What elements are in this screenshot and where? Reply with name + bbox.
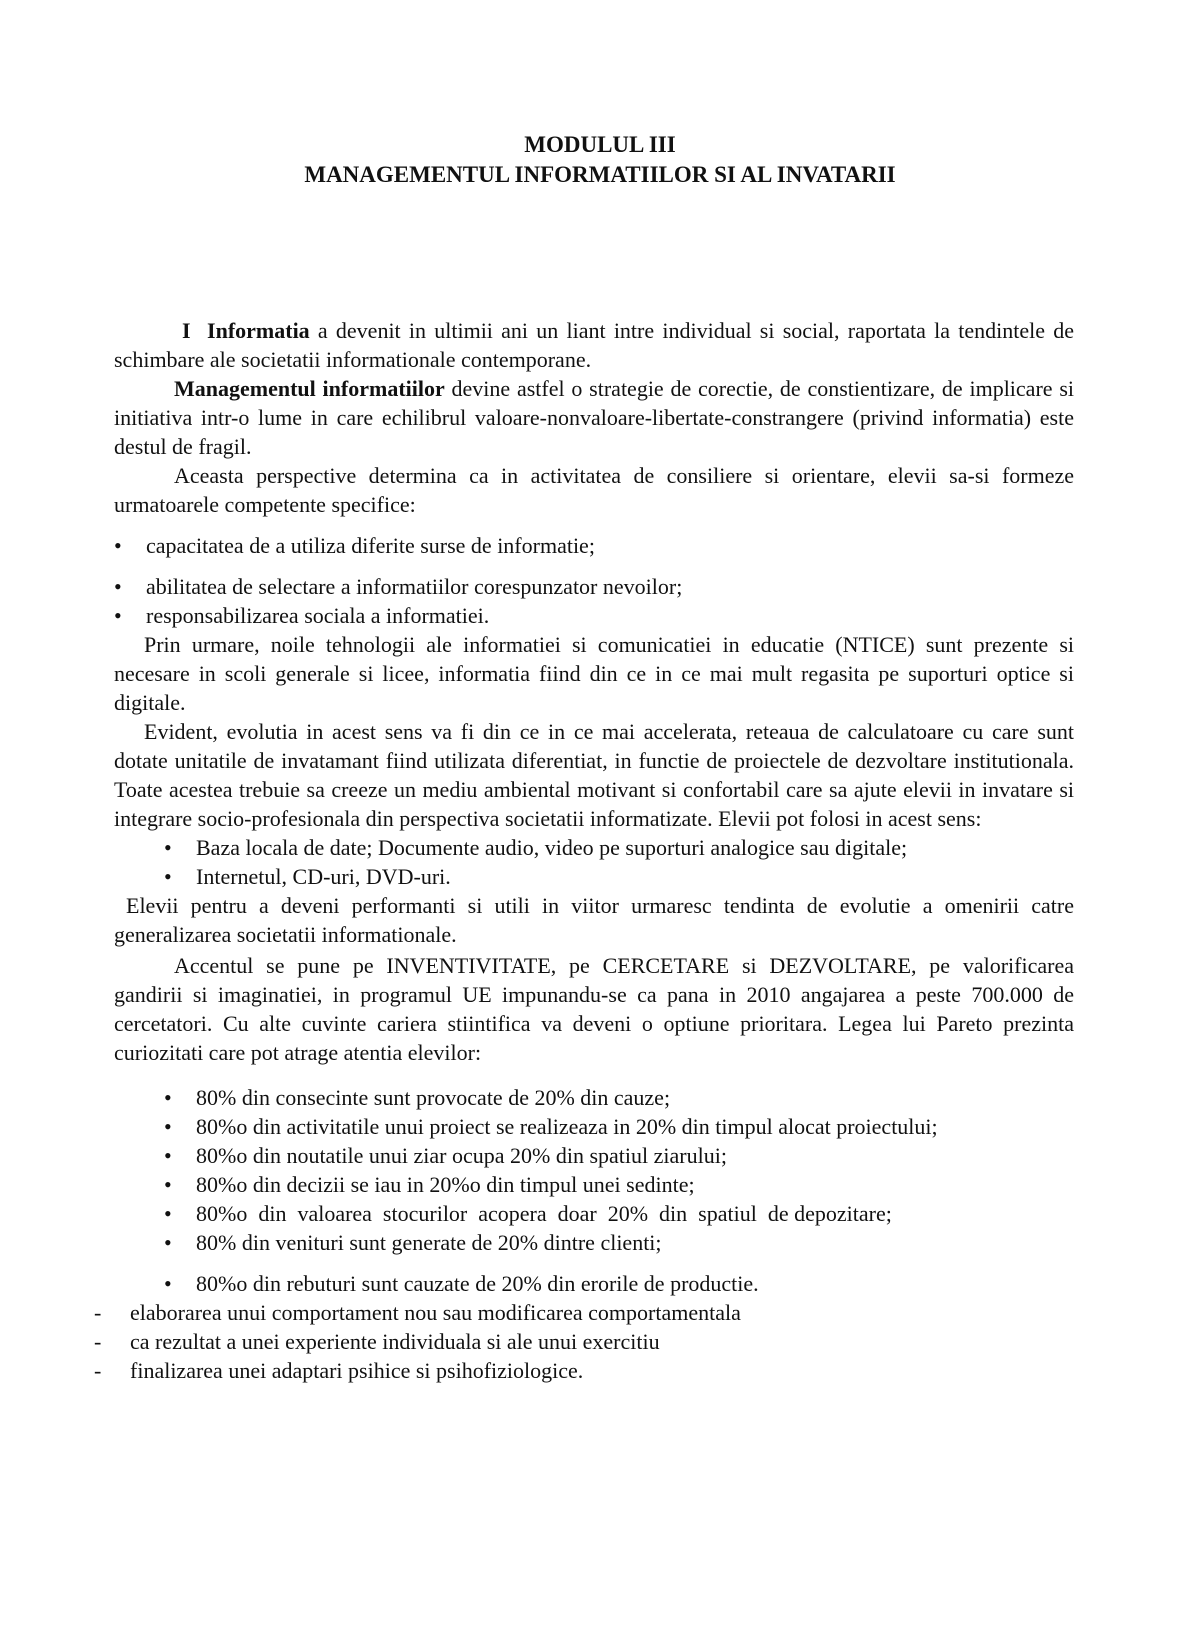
management-lead: Managementul informatiilor [174, 376, 445, 401]
bullet-icon: • [164, 1143, 172, 1168]
section-marker: I [182, 318, 191, 343]
list-item: - elaborarea unui comportament nou sau modificarea comportamentala [94, 1300, 741, 1325]
bullet-icon: • [114, 574, 122, 599]
list-item: • 80%o din noutatile unui ziar ocupa 20% din spatiul ziarului; [164, 1143, 727, 1168]
list-item: • 80%o din valoarea stocurilor acopera doar 20% din spatiul de depozitare; [164, 1201, 892, 1226]
module-title: MODULUL III [524, 132, 676, 157]
evolution-paragraph: Evident, evolutia in acest sens va fi din ce in ce mai accelerata, reteaua de calculatoare cu care sunt dotate unitatile de invatamant fiind utilizata diferentiat, in functie de proiectele de dezvoltare institutionala. Toate acestea trebuie sa creeze un mediu ambiental motivant si confortabil care sa ajute elevii in invatare si integrare socio-profesionala din perspectiva societatii informatizate. Elevii pot folosi in acest sens: [114, 719, 1074, 831]
list-item: • Baza locala de date; Documente audio, video pe suporturi analogice sau digitale; [164, 835, 908, 860]
accent-paragraph: Accentul se pune pe INVENTIVITATE, pe CERCETARE si DEZVOLTARE, pe valorificarea gandirii si imaginatiei, in programul UE impunandu-se ca pana in 2010 angajarea a peste 700.000 de cercetatori. Cu alte cuvinte cariera stiintifica va deveni o optiune prioritara. Legea lui Pareto prezinta curiozitati care pot atrage atentia elevilor: [114, 953, 1074, 1065]
intro-paragraph [114, 316, 1074, 374]
resources-list [114, 833, 1074, 891]
pareto-list [114, 1083, 1074, 1298]
bullet-icon: • [164, 1114, 172, 1139]
list-item: • responsabilizarea sociala a informatiei. [114, 603, 490, 628]
performance-paragraph: Elevii pentru a deveni performanti si utili in viitor urmaresc tendinta de evolutie a omenirii catre generalizarea societatii informationale. [114, 893, 1074, 947]
dash-icon: - [94, 1300, 102, 1325]
bullet-icon: • [164, 864, 172, 889]
list-item: • 80%o din decizii se iau in 20%o din timpul unei sedinte; [164, 1172, 695, 1197]
ntice-paragraph: Prin urmare, noile tehnologii ale informatiei si comunicatiei in educatie (NTICE) sunt prezente si necesare in scoli generale si licee, informatia fiind din ce in ce mai mult regasita pe suporturi optice si digitale. [114, 632, 1074, 715]
list-item: • 80% din consecinte sunt provocate de 20% din cauze; [164, 1085, 671, 1110]
intro-text: a devenit in ultimii ani un liant intre individual si social, raportata la tendintele de schimbare ale societatii informationale contemporane. [114, 318, 1075, 372]
bullet-icon: • [164, 1201, 172, 1226]
list-item: - finalizarea unei adaptari psihice si psihofiziologice. [94, 1358, 584, 1383]
module-subtitle: MANAGEMENTUL INFORMATIILOR SI AL INVATARII [304, 162, 896, 187]
bullet-icon: • [164, 1271, 172, 1296]
bullet-icon: • [164, 1085, 172, 1110]
management-paragraph [114, 374, 1074, 461]
list-item: • 80% din venituri sunt generate de 20% dintre clienti; [164, 1230, 662, 1255]
document-body [94, 316, 1075, 1385]
bullet-icon: • [164, 1172, 172, 1197]
list-item: • abilitatea de selectare a informatiilor corespunzator nevoilor; [114, 574, 683, 599]
bullet-icon: • [164, 1230, 172, 1255]
bullet-icon: • [114, 603, 122, 628]
dash-icon: - [94, 1358, 102, 1383]
bullet-icon: • [164, 835, 172, 860]
intro-lead: Informatia [207, 318, 310, 343]
management-text: devine astfel o strategie de corectie, de constientizare, de implicare si initiativa intr-o lume in care echilibrul valoare-nonvaloare-libertate-constrangere (privind informatia) este destul de fragil. [114, 376, 1074, 459]
list-item: - ca rezultat a unei experiente individuala si ale unui exercitiu [94, 1329, 660, 1354]
perspective-paragraph: Aceasta perspective determina ca in activitatea de consiliere si orientare, elevii sa-si formeze urmatoarele competente specifice: [114, 463, 1074, 517]
dash-icon: - [94, 1329, 102, 1354]
bullet-icon: • [114, 533, 122, 558]
list-item: • Internetul, CD-uri, DVD-uri. [164, 864, 451, 889]
list-item: • capacitatea de a utiliza diferite surse de informatie; [114, 533, 595, 558]
learning-list [94, 1298, 1074, 1385]
list-item: • 80%o din rebuturi sunt cauzate de 20% din erorile de productie. [164, 1271, 759, 1296]
competencies-list [114, 531, 1074, 630]
list-item: • 80%o din activitatile unui proiect se realizeaza in 20% din timpul alocat proiectului; [164, 1114, 938, 1139]
